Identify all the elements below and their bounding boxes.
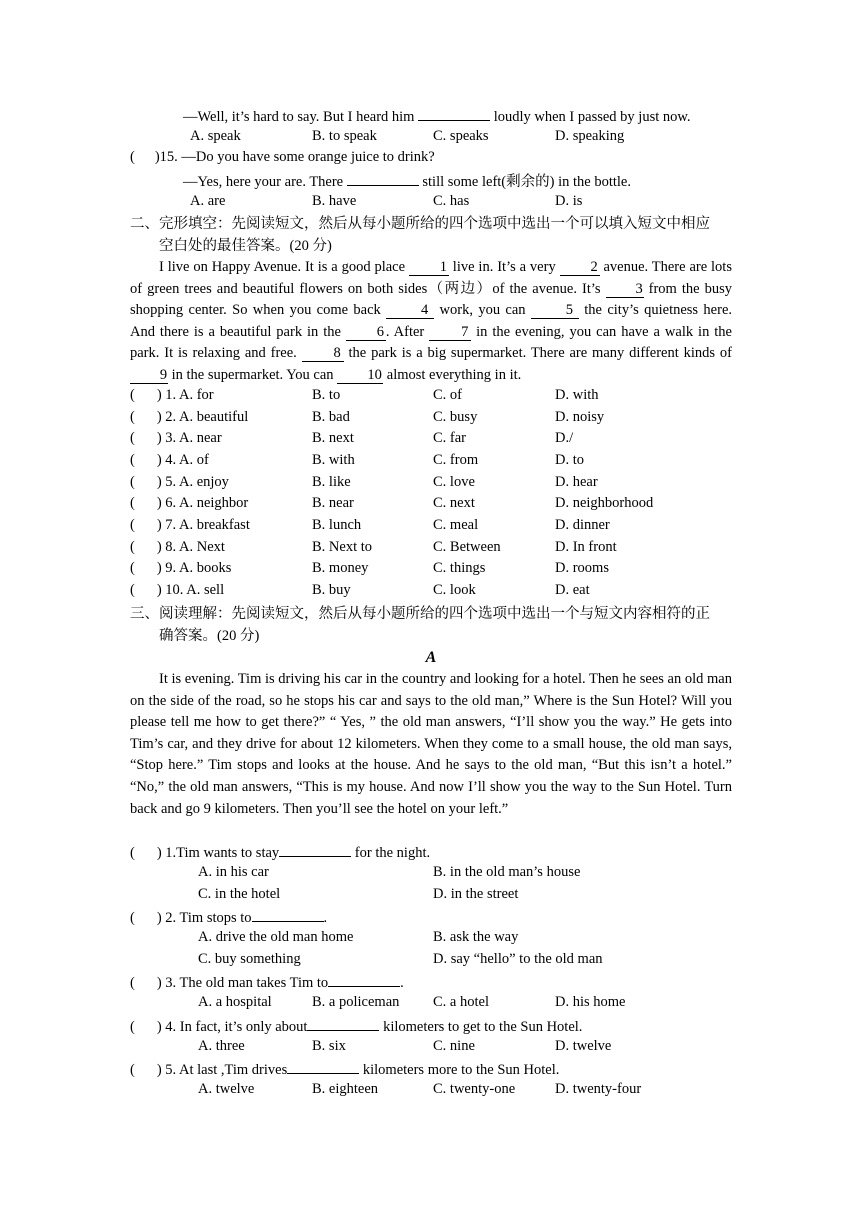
- reading-question-5: ( ) 5. At last ,Tim drives kilometers more to the Sun Hotel.: [130, 1059, 559, 1079]
- option-b[interactable]: B. ask the way: [433, 929, 519, 945]
- option-a[interactable]: A. a hospital: [198, 994, 272, 1010]
- option-b[interactable]: B. with: [312, 452, 355, 468]
- option-a[interactable]: A. speak: [190, 128, 241, 144]
- option-c[interactable]: C. nine: [433, 1038, 475, 1054]
- option-c[interactable]: C. meal: [433, 517, 479, 533]
- reading-question-3: ( ) 3. The old man takes Tim to .: [130, 972, 404, 992]
- reading-question-2: ( ) 2. Tim stops to .: [130, 907, 327, 927]
- cloze-blank[interactable]: 5: [531, 303, 579, 319]
- q15-question: ( )15. —Do you have some orange juice to drink?: [130, 149, 435, 165]
- option-c[interactable]: C. Between: [433, 539, 501, 555]
- option-c[interactable]: C. of: [433, 387, 462, 403]
- option-b[interactable]: B. eighteen: [312, 1081, 379, 1097]
- question-row: ( ) 5. A. enjoy: [130, 474, 229, 490]
- section2-heading: 二、完形填空：先阅读短文，然后从每小题所给的四个选项中选出一个可以填入短文中相应 空白处的最佳答案。(20 分): [130, 216, 710, 254]
- option-c[interactable]: C. far: [433, 430, 467, 446]
- option-b[interactable]: B. to speak: [312, 128, 377, 144]
- option-d[interactable]: D. hear: [555, 474, 598, 490]
- option-a[interactable]: A. in his car: [198, 864, 269, 880]
- answer-blank[interactable]: [307, 1016, 379, 1031]
- cloze-blank[interactable]: 7: [429, 325, 471, 341]
- option-b[interactable]: B. a policeman: [312, 994, 400, 1010]
- question-row: ( ) 8. A. Next: [130, 539, 225, 555]
- question-row: ( ) 7. A. breakfast: [130, 517, 250, 533]
- option-b[interactable]: B. buy: [312, 582, 351, 598]
- question-row: ( ) 6. A. neighbor: [130, 495, 249, 511]
- cloze-blank[interactable]: 9: [130, 368, 168, 384]
- option-c[interactable]: C. speaks: [433, 128, 489, 144]
- option-d[interactable]: D. say “hello” to the old man: [433, 951, 603, 967]
- option-b[interactable]: B. money: [312, 560, 369, 576]
- option-b[interactable]: B. six: [312, 1038, 346, 1054]
- option-b[interactable]: B. next: [312, 430, 354, 446]
- cloze-blank[interactable]: 10: [337, 368, 383, 384]
- option-a[interactable]: A. three: [198, 1038, 245, 1054]
- option-b[interactable]: B. bad: [312, 409, 350, 425]
- option-a[interactable]: A. drive the old man home: [198, 929, 354, 945]
- reading-question-4: ( ) 4. In fact, it’s only about kilometers to get to the Sun Hotel.: [130, 1016, 582, 1036]
- cloze-blank[interactable]: 4: [386, 303, 434, 319]
- option-c[interactable]: C. in the hotel: [198, 886, 281, 902]
- reading-passage: It is evening. Tim is driving his car in the country and looking for a hotel. Then he sees an old man on the side of the road, so he stops his car and says to the old man,” Where is the Sun Hotel? Will you please tell me how to get there?” “ Yes, ” the old man answers, “I’ll show you the way.” He gets into Tim’s car, and they drive for about 12 kilometers. When they come to a small house, the old man says, “Stop here.” Tim stops and looks at the house. And he says to the old man, “But this isn’t a hotel.” “No,” the old man answers, “This is my house. And now I’ll show you the way to the Sun Hotel. Turn back and go 9 kilometers. Then you’ll see the hotel on your left.”: [130, 671, 732, 817]
- answer-blank[interactable]: [252, 907, 324, 922]
- option-d[interactable]: D. dinner: [555, 517, 610, 533]
- option-d[interactable]: D. twenty-four: [555, 1081, 642, 1097]
- option-d[interactable]: D. eat: [555, 582, 590, 598]
- passage-title: A: [425, 649, 437, 666]
- reading-question-1: ( ) 1.Tim wants to stay for the night.: [130, 842, 430, 862]
- answer-blank[interactable]: [328, 972, 400, 987]
- option-b[interactable]: B. lunch: [312, 517, 362, 533]
- q15-dialog-line: —Yes, here your are. There still some left(剩余的) in the bottle.: [183, 171, 785, 194]
- answer-blank[interactable]: [287, 1059, 359, 1074]
- cloze-blank[interactable]: 6: [346, 325, 386, 341]
- option-d[interactable]: D. In front: [555, 539, 617, 555]
- option-c[interactable]: C. a hotel: [433, 994, 489, 1010]
- option-d[interactable]: D. noisy: [555, 409, 605, 425]
- question-row: ( ) 9. A. books: [130, 560, 232, 576]
- option-c[interactable]: C. has: [433, 193, 470, 209]
- option-c[interactable]: C. twenty-one: [433, 1081, 516, 1097]
- option-d[interactable]: D. is: [555, 193, 583, 209]
- question-row: ( ) 3. A. near: [130, 430, 222, 446]
- option-d[interactable]: D. to: [555, 452, 584, 468]
- question-row: ( ) 2. A. beautiful: [130, 409, 249, 425]
- question-row: ( ) 1. A. for: [130, 387, 214, 403]
- option-c[interactable]: C. busy: [433, 409, 478, 425]
- option-b[interactable]: B. have: [312, 193, 357, 209]
- cloze-blank[interactable]: 8: [302, 346, 344, 362]
- cloze-passage: I live on Happy Avenue. It is a good place 1 live in. It’s a very 2 avenue. There are lots of green trees and beautiful flowers on both sides（两边）of the avenue. It’s 3 from the busy shopping center. So when you come back 4 work, you can 5 the city’s quietness here. And there is a beautiful park in the 6 . After 7 in the evening, you can have a walk in the park. It is relaxing and free. 8 the park is a big supermarket. There are many different kinds of 9 in the supermarket. You can 10 almost everything in it.: [130, 259, 733, 383]
- option-d[interactable]: D. with: [555, 387, 599, 403]
- option-d[interactable]: D. neighborhood: [555, 495, 654, 511]
- option-b[interactable]: B. to: [312, 387, 341, 403]
- option-b[interactable]: B. like: [312, 474, 351, 490]
- option-b[interactable]: B. near: [312, 495, 354, 511]
- option-b[interactable]: B. in the old man’s house: [433, 864, 581, 880]
- option-d[interactable]: D. speaking: [555, 128, 625, 144]
- question-row: ( ) 10. A. sell: [130, 582, 225, 598]
- answer-blank[interactable]: [347, 171, 419, 186]
- cloze-blank[interactable]: 3: [606, 282, 644, 298]
- option-c[interactable]: C. from: [433, 452, 479, 468]
- question-row: ( ) 4. A. of: [130, 452, 209, 468]
- answer-blank[interactable]: [279, 842, 351, 857]
- option-c[interactable]: C. look: [433, 582, 476, 598]
- option-c[interactable]: C. love: [433, 474, 475, 490]
- option-c[interactable]: C. next: [433, 495, 475, 511]
- option-d[interactable]: D. his home: [555, 994, 626, 1010]
- cloze-blank[interactable]: 1: [409, 260, 449, 276]
- option-d[interactable]: D./: [555, 430, 574, 446]
- section3-heading: 三、阅读理解：先阅读短文，然后从每小题所给的四个选项中选出一个与短文内容相符的正 确答案。(20 分): [130, 606, 710, 644]
- option-d[interactable]: D. twelve: [555, 1038, 612, 1054]
- option-b[interactable]: B. Next to: [312, 539, 373, 555]
- option-a[interactable]: A. are: [190, 193, 226, 209]
- option-d[interactable]: D. rooms: [555, 560, 609, 576]
- option-c[interactable]: C. buy something: [198, 951, 301, 967]
- q14-dialog-line: —Well, it’s hard to say. But I heard him loudly when I passed by just now.: [183, 106, 785, 129]
- option-c[interactable]: C. things: [433, 560, 486, 576]
- option-a[interactable]: A. twelve: [198, 1081, 255, 1097]
- cloze-blank[interactable]: 2: [560, 260, 600, 276]
- answer-blank[interactable]: [418, 106, 490, 121]
- option-d[interactable]: D. in the street: [433, 886, 519, 902]
